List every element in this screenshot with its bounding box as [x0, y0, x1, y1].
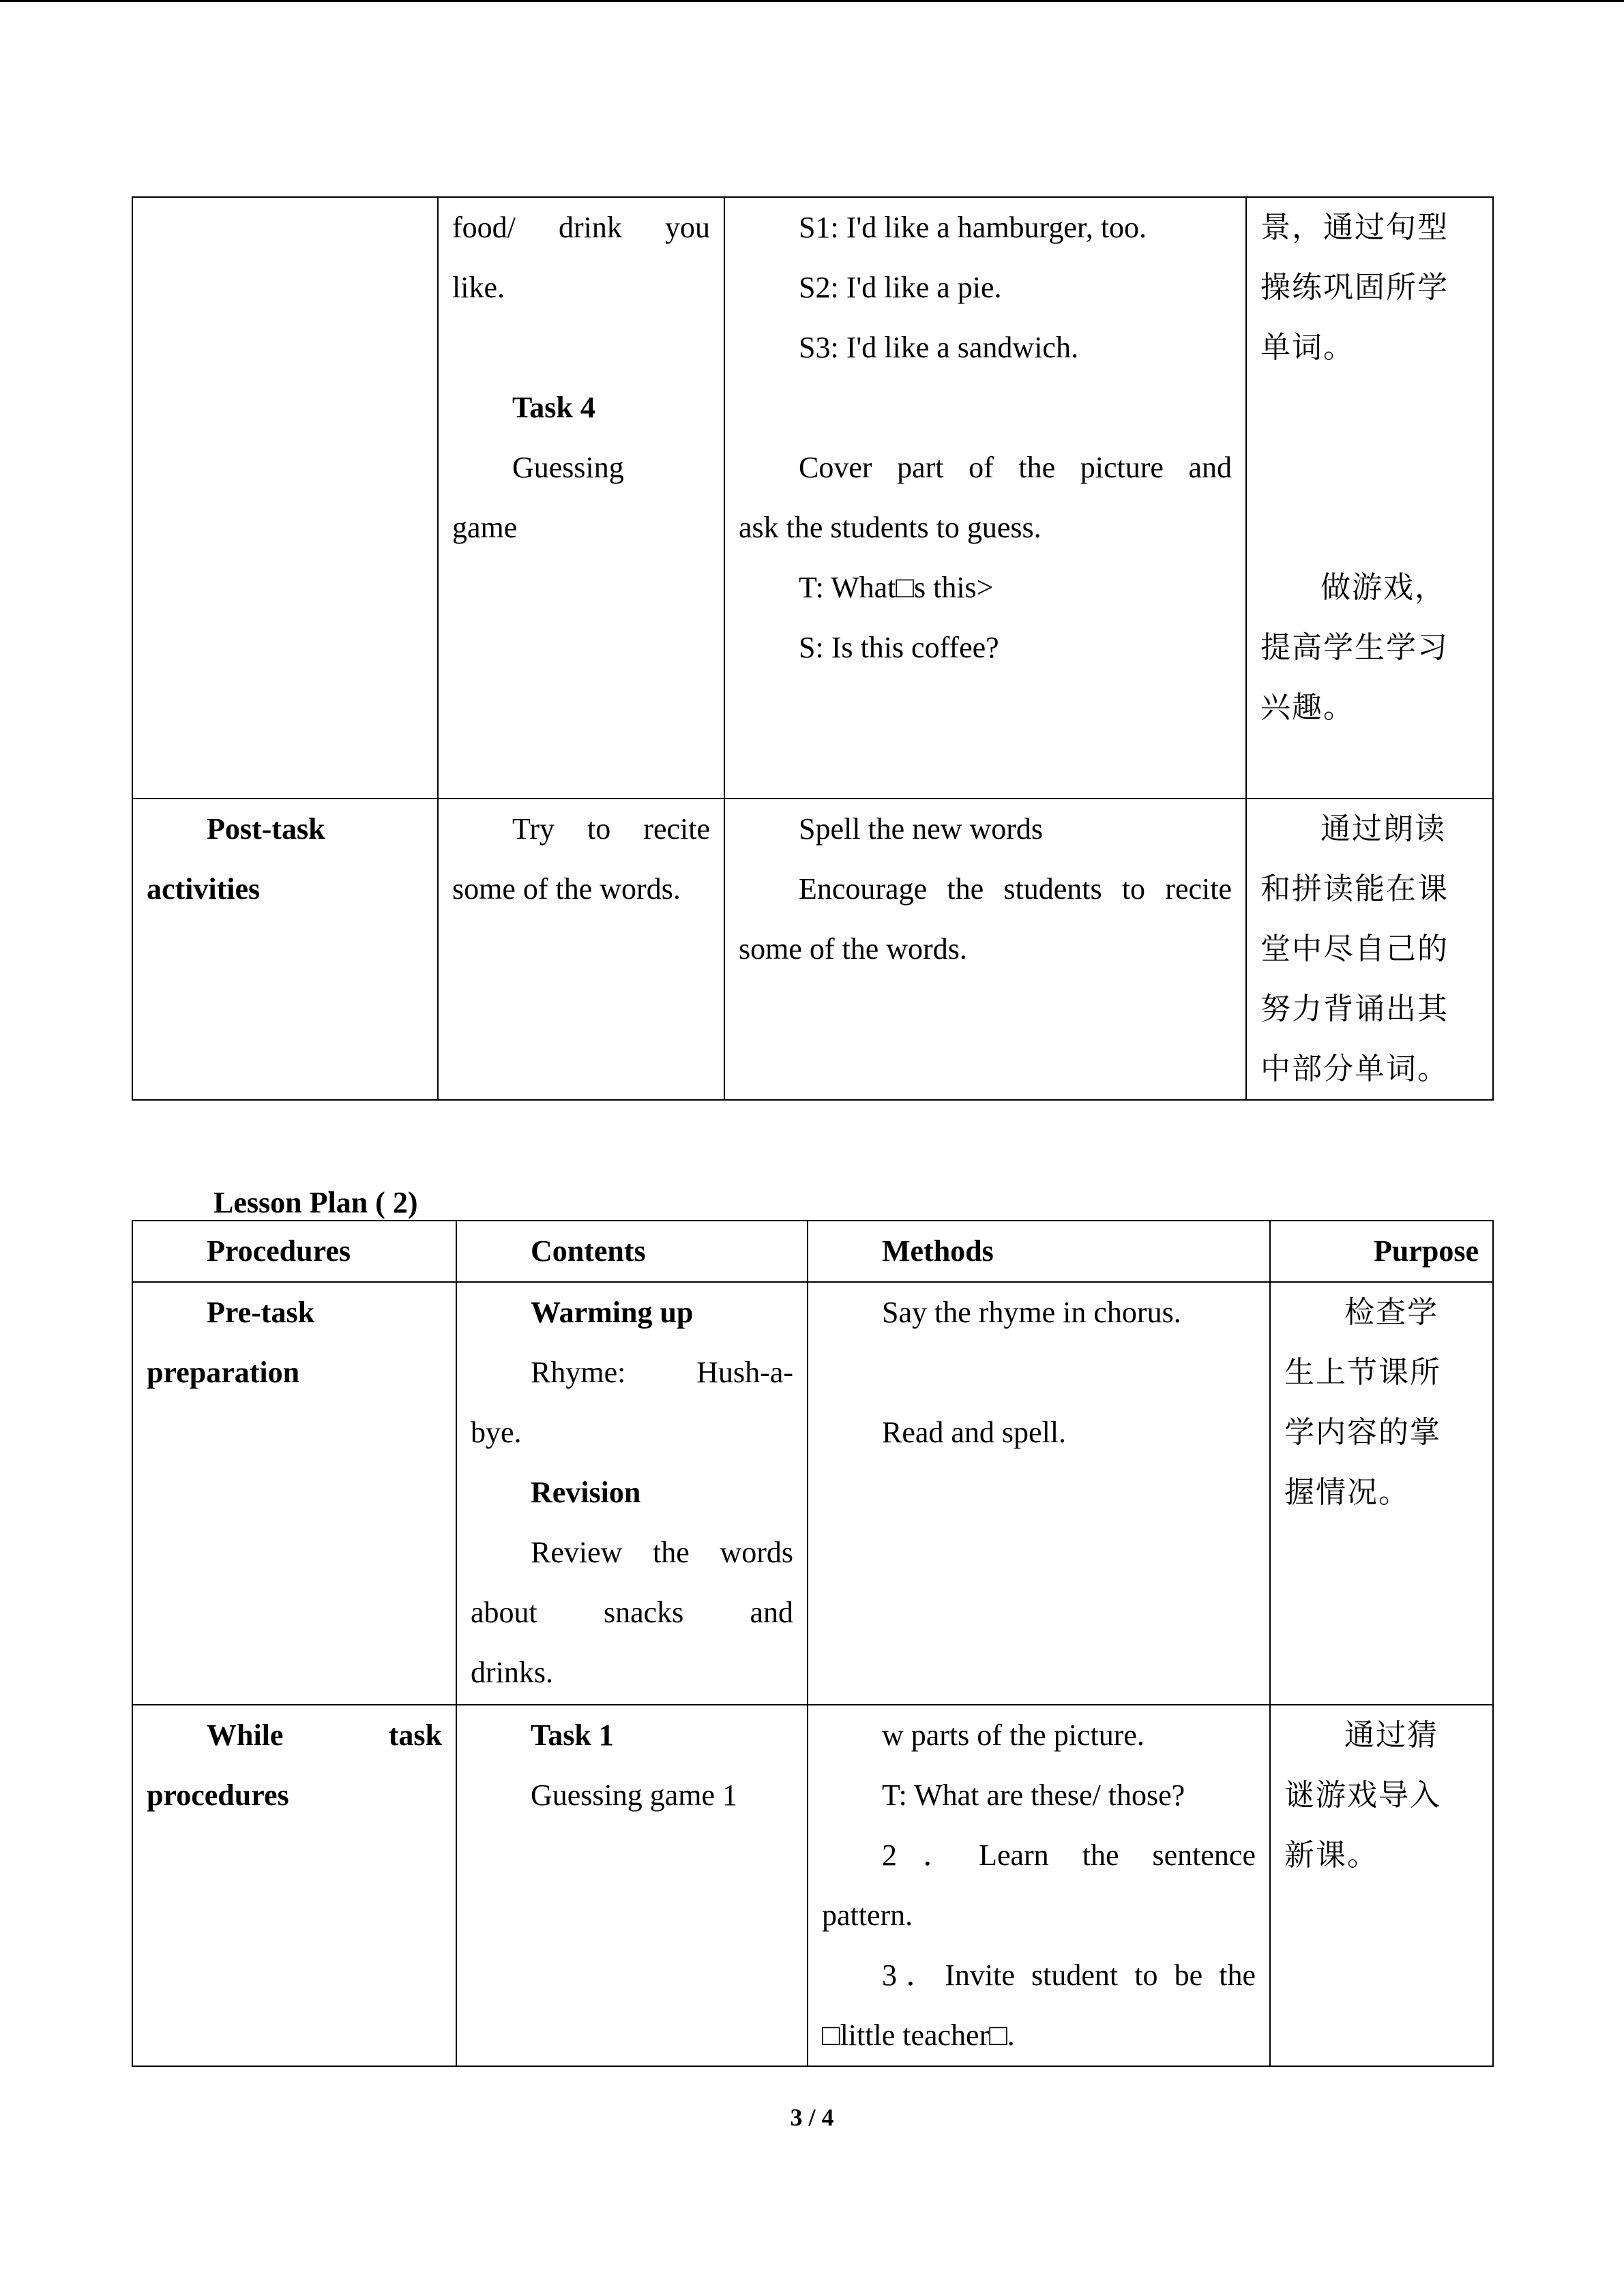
task-title: Task 4 — [512, 391, 595, 424]
contents-text: food/ drink you — [452, 211, 710, 244]
header-procedures — [132, 1221, 456, 1282]
procedure-name: activities — [147, 872, 261, 906]
procedures-cell — [132, 1282, 456, 1705]
header-purpose — [1270, 1221, 1493, 1282]
contents-cell — [438, 197, 724, 799]
purpose-line: 中部分单词。 — [1260, 1052, 1449, 1086]
purpose-line: 兴趣。 — [1260, 690, 1355, 725]
method-line: ask the students to guess. — [739, 511, 1042, 544]
purpose-cell — [1246, 197, 1493, 799]
purpose-line: 努力背诵出其 — [1260, 992, 1449, 1026]
purpose-line: 堂中尽自己的 — [1260, 931, 1449, 966]
method-line: S2: I'd like a pie. — [799, 271, 1002, 304]
method-line: w parts of the picture. — [882, 1718, 1145, 1752]
section-title: Revision — [531, 1476, 641, 1509]
purpose-line: 景，通过句型 — [1260, 210, 1449, 245]
method-line: Cover part of the picture and — [799, 451, 1232, 484]
purpose-line: 和拼读能在课 — [1260, 871, 1449, 906]
purpose-line: 提高学生学习 — [1260, 630, 1449, 665]
purpose-line: 新课。 — [1284, 1838, 1378, 1873]
lesson-plan-table-1 — [132, 196, 1494, 1101]
method-line: Spell the new words — [799, 812, 1044, 846]
purpose-line: 操练巩固所学 — [1260, 270, 1449, 305]
methods-cell — [724, 799, 1246, 1100]
task-description: Guessing — [512, 451, 624, 484]
procedure-name: While task — [207, 1718, 442, 1752]
lesson-plan-table-2 — [132, 1220, 1494, 2067]
procedures-cell — [132, 197, 438, 799]
procedure-name: preparation — [147, 1356, 300, 1389]
contents-text: Try to recite — [512, 812, 710, 846]
contents-text: like. — [452, 271, 505, 304]
header-label: Procedures — [207, 1234, 351, 1268]
method-line: Say the rhyme in chorus. — [882, 1296, 1181, 1329]
methods-cell — [808, 1282, 1270, 1705]
method-line: 3．Invite student to be the — [882, 1958, 1256, 1992]
method-line: T: What□s this> — [799, 571, 994, 604]
task-description: Guessing game 1 — [531, 1778, 738, 1812]
table-row — [132, 1705, 1493, 2066]
contents-cell — [456, 1282, 808, 1705]
header-methods — [808, 1221, 1270, 1282]
purpose-cell — [1270, 1282, 1493, 1705]
purpose-line: 单词。 — [1260, 330, 1355, 365]
header-contents — [456, 1221, 808, 1282]
table-row — [132, 1282, 1493, 1705]
method-line: S1: I'd like a hamburger, too. — [799, 211, 1147, 244]
method-line: pattern. — [822, 1898, 913, 1932]
purpose-cell — [1246, 799, 1493, 1100]
contents-text: bye. — [471, 1416, 522, 1449]
method-line: S: Is this coffee? — [799, 631, 999, 664]
procedure-name: Pre-task — [207, 1296, 315, 1329]
procedures-cell — [132, 1705, 456, 2066]
contents-text: some of the words. — [452, 872, 681, 906]
method-line: Encourage the students to recite — [799, 872, 1232, 906]
purpose-line: 通过猜 — [1344, 1718, 1438, 1753]
table-header-row — [132, 1221, 1493, 1282]
method-line: T: What are these/ those? — [882, 1778, 1185, 1812]
procedures-cell — [132, 799, 438, 1100]
purpose-line: 谜游戏导入 — [1284, 1778, 1441, 1813]
purpose-line: 检查学 — [1344, 1295, 1438, 1330]
table-row — [132, 197, 1493, 799]
purpose-line: 生上节课所 — [1284, 1355, 1441, 1390]
purpose-line: 握情况。 — [1284, 1475, 1410, 1510]
procedure-name: procedures — [147, 1778, 289, 1812]
contents-text: drinks. — [471, 1656, 553, 1689]
method-line: S3: I'd like a sandwich. — [799, 331, 1078, 364]
contents-cell — [456, 1705, 808, 2066]
task-title: Task 1 — [531, 1718, 614, 1752]
contents-cell — [438, 799, 724, 1100]
section-title: Warming up — [531, 1296, 694, 1329]
table-row — [132, 799, 1493, 1100]
contents-text: about snacks and — [471, 1596, 793, 1629]
header-label: Contents — [531, 1234, 646, 1268]
header-label: Methods — [882, 1234, 994, 1268]
method-line: Read and spell. — [882, 1416, 1067, 1449]
contents-text: Review the words — [531, 1536, 793, 1569]
contents-text: Rhyme: Hush-a- — [531, 1356, 793, 1389]
purpose-line: 做游戏， — [1320, 570, 1446, 605]
method-line: some of the words. — [739, 932, 967, 966]
purpose-cell — [1270, 1705, 1493, 2066]
methods-cell — [808, 1705, 1270, 2066]
task-description: game — [452, 511, 518, 544]
page-number: 3 / 4 — [790, 2104, 834, 2131]
methods-cell — [724, 197, 1246, 799]
method-line: □little teacher□. — [822, 2018, 1015, 2052]
header-label: Purpose — [1374, 1234, 1479, 1268]
procedure-name: Post-task — [207, 812, 325, 846]
purpose-line: 学内容的掌 — [1284, 1415, 1441, 1450]
lesson-plan-caption: Lesson Plan ( 2) — [213, 1186, 418, 1219]
purpose-line: 通过朗读 — [1320, 811, 1446, 846]
method-line: 2．Learn the sentence — [882, 1838, 1256, 1872]
